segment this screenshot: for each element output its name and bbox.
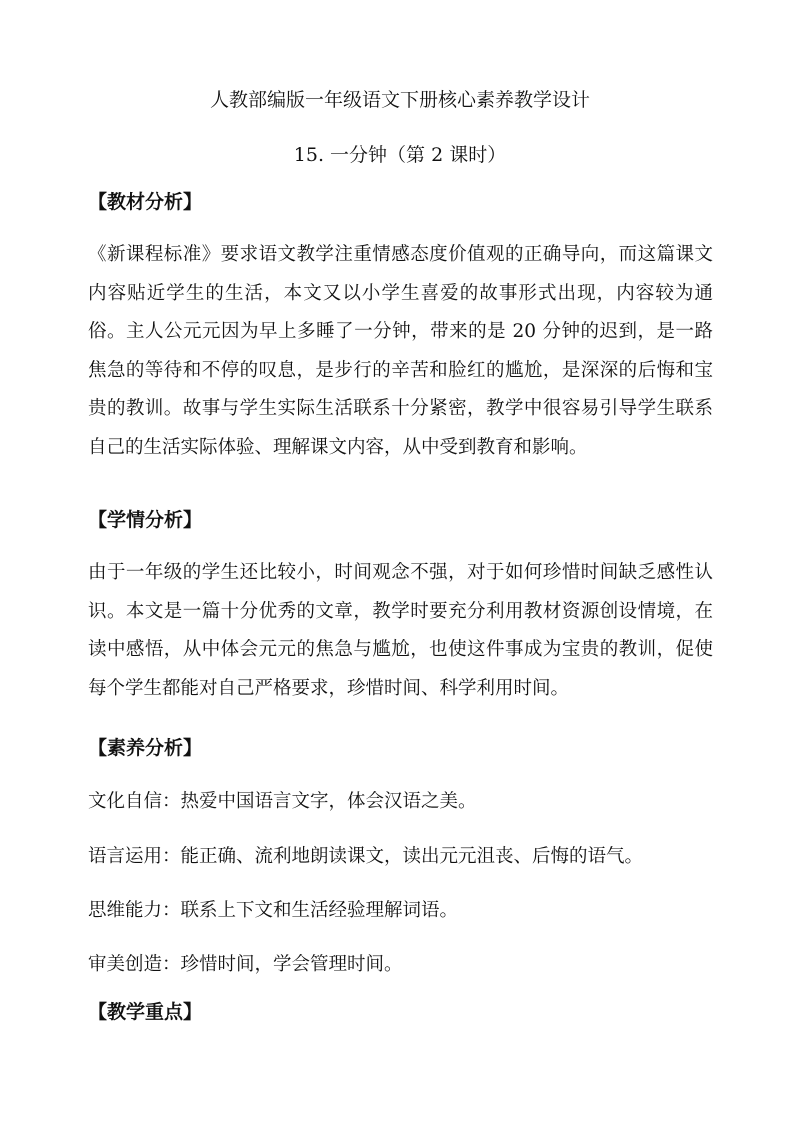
literacy-item-language: 语言运用：能正确、流利地朗读课文，读出元元沮丧、后悔的语气。 [88,846,644,867]
literacy-item-thinking: 思维能力：联系上下文和生活经验理解词语。 [88,900,459,921]
learner-analysis-paragraph: 由于一年级的学生还比较小，时间观念不强，对于如何珍惜时间缺乏感性认识。本文是一篇十分优秀的文章，教学时要充分利用教材资源创设情境，在读中感悟，从中体会元元的焦急与尴尬，也使这件事成为宝贵的教训，促使每个学生都能对自己严格要求，珍惜时间、科学利用时间。 [88,562,713,699]
literacy-item-aesthetics: 审美创造：珍惜时间，学会管理时间。 [88,954,403,975]
lesson-subtitle: 15. 一分钟（第 2 课时） [293,144,507,166]
section-heading-literacy-analysis: 【素养分析】 [88,737,203,759]
document-title: 人教部编版一年级语文下册核心素养教学设计 [209,89,590,111]
section-heading-textbook-analysis: 【教材分析】 [88,191,203,213]
literacy-item-culture: 文化自信：热爱中国语言文字，体会汉语之美。 [88,791,477,812]
textbook-analysis-paragraph: 《新课程标准》要求语文教学注重情感态度价值观的正确导向，而这篇课文内容贴近学生的生活，本文又以小学生喜爱的故事形式出现，内容较为通俗。主人公元元因为早上多睡了一分钟，带来的是 20 分钟的迟到，是一路焦急的等待和不停的叹息，是步行的辛苦和脸红的尴尬，是深深的后悔和宝贵的教训。故事与学生实际生活联系十分紧密，教学中很容易引导学生联系自己的生活实际体验、理解课文内容，从中受到教育和影响。 [88,244,713,458]
section-heading-learner-analysis: 【学情分析】 [88,509,203,531]
section-heading-key-points: 【教学重点】 [88,1001,203,1023]
